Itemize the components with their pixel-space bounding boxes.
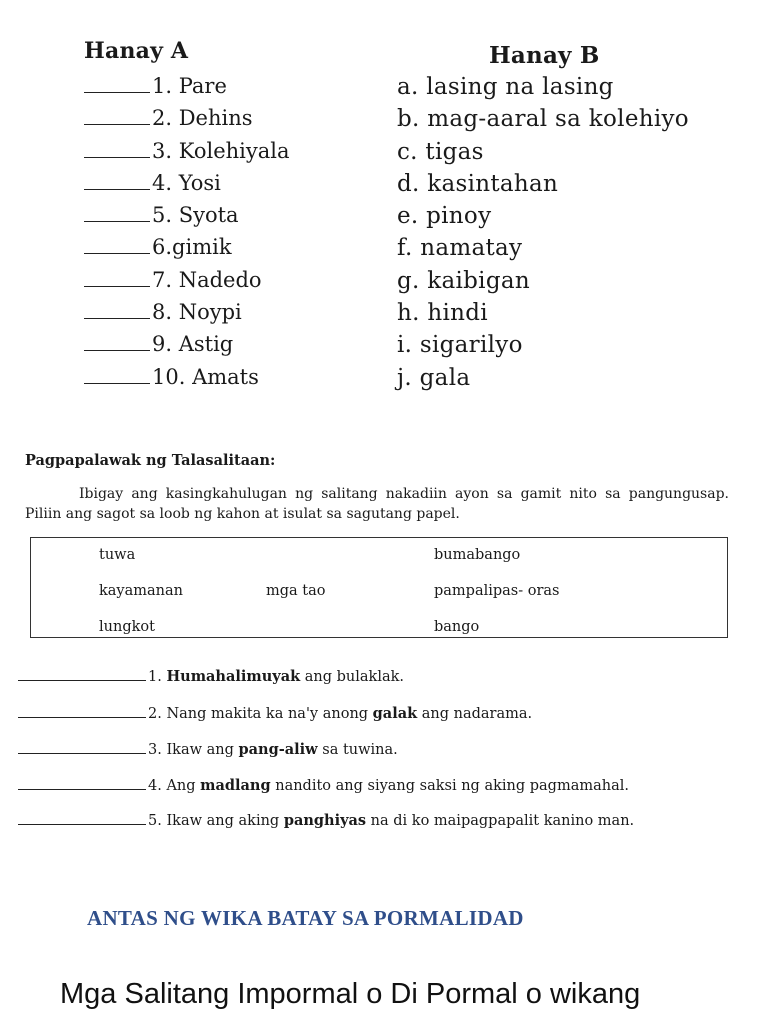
item-label: 9. Astig [152, 332, 234, 357]
answer-blank[interactable] [84, 167, 150, 190]
word-choice: kayamanan [99, 583, 183, 599]
hanay-a-item [84, 264, 289, 296]
answer-blank[interactable] [84, 264, 150, 287]
sentence-number: 4. [148, 778, 162, 794]
hanay-a-list [84, 70, 289, 393]
word-choice: tuwa [99, 547, 136, 563]
hanay-a-item [84, 135, 289, 167]
sentence-text: na di ko maipagpapalit kanino man. [366, 813, 635, 829]
hanay-a-item [84, 361, 289, 393]
item-label: 6.gimik [152, 235, 232, 260]
hanay-a-title: Hanay A [84, 38, 189, 64]
sentence-item [18, 666, 404, 685]
sentence-text: Ikaw ang [161, 742, 239, 758]
hanay-a-item [84, 199, 289, 231]
item-label: 5. Syota [152, 203, 239, 228]
vocab-section-title: Pagpapalawak ng Talasalitaan: [25, 452, 276, 469]
sentence-text: Nang makita ka na'y anong [161, 706, 373, 722]
section-heading: ANTAS NG WIKA BATAY SA PORMALIDAD [87, 906, 524, 930]
item-label: 2. Dehins [152, 106, 253, 131]
item-label: 3. Kolehiyala [152, 138, 290, 163]
bottom-text: Mga Salitang Impormal o Di Pormal o wikang [60, 978, 641, 1010]
hanay-b-item: f. namatay [397, 235, 523, 262]
word-choice: pampalipas- oras [434, 583, 560, 599]
hanay-b-item: j. gala [397, 364, 471, 391]
hanay-a-item [84, 328, 289, 360]
sentence-text: ang nadarama. [417, 706, 533, 722]
sentence-text: ang bulaklak. [300, 669, 404, 685]
answer-blank[interactable] [84, 361, 150, 384]
sentence-item [18, 703, 532, 722]
item-label: 1. Pare [152, 74, 227, 98]
hanay-b-item: e. pinoy [397, 203, 492, 230]
sentence-text: Ang [161, 778, 201, 794]
sentence-text: Ikaw ang aking [161, 813, 284, 829]
sentence-text: sa tuwina. [317, 742, 398, 758]
hanay-a-item [84, 70, 289, 102]
hanay-b-item: b. mag-aaral sa kolehiyo [397, 106, 689, 133]
sentence-number: 5. [148, 813, 162, 829]
sentence-number: 3. [148, 742, 162, 758]
hanay-b-item: d. kasintahan [397, 170, 559, 197]
sentence-item [18, 810, 634, 829]
word-choice: lungkot [99, 619, 155, 635]
hanay-b-list [397, 72, 689, 395]
answer-blank[interactable] [18, 703, 146, 718]
hanay-a-item [84, 296, 289, 328]
answer-blank[interactable] [18, 810, 146, 825]
vocab-instructions [25, 484, 729, 524]
item-label: 4. Yosi [152, 170, 221, 195]
answer-blank[interactable] [84, 70, 150, 93]
word-choice-box [30, 537, 728, 638]
hanay-b-item: g. kaibigan [397, 267, 530, 294]
word-choice: bumabango [434, 547, 521, 563]
sentence-text: nandito ang siyang saksi ng aking pagmamahal. [270, 778, 629, 794]
item-label: 7. Nadedo [152, 267, 262, 292]
hanay-a-item [84, 167, 289, 199]
answer-blank[interactable] [84, 102, 150, 125]
hanay-b-item: c. tigas [397, 138, 484, 165]
answer-blank[interactable] [84, 231, 150, 254]
hanay-a-item [84, 102, 289, 134]
sentence-item [18, 739, 398, 758]
answer-blank[interactable] [84, 296, 150, 319]
answer-blank[interactable] [84, 328, 150, 351]
word-choice: bango [434, 619, 480, 635]
sentence-item [18, 775, 629, 794]
answer-blank[interactable] [84, 199, 150, 222]
answer-blank[interactable] [18, 739, 146, 754]
hanay-b-item: i. sigarilyo [397, 332, 523, 359]
highlighted-word: galak [372, 705, 418, 722]
hanay-b-item: h. hindi [397, 300, 488, 327]
answer-blank[interactable] [18, 775, 146, 790]
highlighted-word: Humahalimuyak [166, 668, 301, 685]
answer-blank[interactable] [84, 135, 150, 158]
highlighted-word: panghiyas [283, 812, 367, 829]
hanay-a-item [84, 231, 289, 263]
instructions-text: Ibigay ang kasingkahulugan ng salitang nakadiin ayon sa gamit nito sa pangungusap. Piliin ang sagot sa loob ng kahon at isulat sa sagutang papel. [25, 486, 729, 522]
hanay-b-item: a. lasing na lasing [397, 74, 614, 100]
hanay-b-title: Hanay B [489, 42, 600, 69]
item-label: 10. Amats [152, 364, 259, 389]
highlighted-word: madlang [200, 777, 271, 794]
item-label: 8. Noypi [152, 300, 242, 325]
sentence-number: 2. [148, 706, 162, 722]
answer-blank[interactable] [18, 666, 146, 681]
word-choice: mga tao [266, 583, 326, 599]
sentence-number: 1. [148, 669, 162, 685]
highlighted-word: pang-aliw [238, 741, 318, 758]
